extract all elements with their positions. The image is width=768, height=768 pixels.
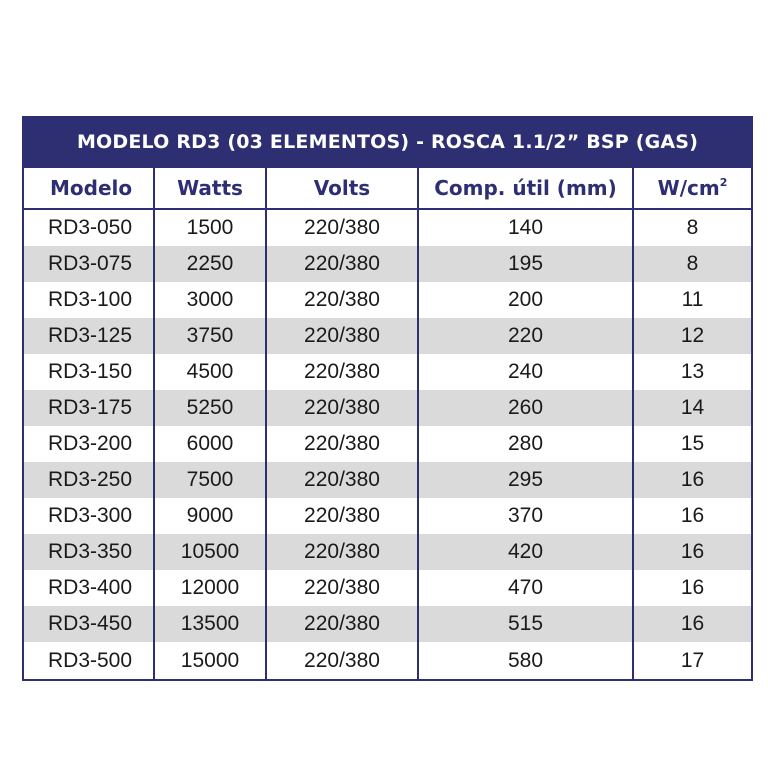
cell-watts: 10500	[154, 534, 266, 570]
cell-modelo: RD3-050	[23, 209, 154, 246]
cell-modelo: RD3-175	[23, 390, 154, 426]
header-w-cm2	[633, 167, 752, 209]
cell-volts: 220/380	[266, 462, 418, 498]
cell-wcm: 16	[633, 606, 752, 642]
cell-watts: 3750	[154, 318, 266, 354]
header-comp-util: Comp. útil (mm)	[418, 167, 633, 209]
cell-volts: 220/380	[266, 390, 418, 426]
table-row	[23, 642, 752, 680]
cell-volts: 220/380	[266, 606, 418, 642]
cell-modelo: RD3-450	[23, 606, 154, 642]
cell-modelo: RD3-400	[23, 570, 154, 606]
header-watts: Watts	[154, 167, 266, 209]
cell-comp: 260	[418, 390, 633, 426]
cell-volts: 220/380	[266, 426, 418, 462]
table-row	[23, 534, 752, 570]
cell-watts: 13500	[154, 606, 266, 642]
cell-comp: 420	[418, 534, 633, 570]
cell-watts: 5250	[154, 390, 266, 426]
cell-wcm: 14	[633, 390, 752, 426]
cell-wcm: 17	[633, 642, 752, 680]
cell-modelo: RD3-250	[23, 462, 154, 498]
header-row	[23, 167, 752, 209]
cell-modelo: RD3-125	[23, 318, 154, 354]
cell-volts: 220/380	[266, 354, 418, 390]
cell-watts: 15000	[154, 642, 266, 680]
table-row	[23, 606, 752, 642]
table-row	[23, 209, 752, 246]
header-volts: Volts	[266, 167, 418, 209]
cell-comp: 515	[418, 606, 633, 642]
cell-comp: 580	[418, 642, 633, 680]
cell-wcm: 15	[633, 426, 752, 462]
spec-table	[22, 116, 753, 681]
cell-watts: 12000	[154, 570, 266, 606]
cell-watts: 2250	[154, 246, 266, 282]
cell-comp: 280	[418, 426, 633, 462]
cell-wcm: 8	[633, 209, 752, 246]
header-modelo: Modelo	[23, 167, 154, 209]
table-row	[23, 426, 752, 462]
cell-wcm: 16	[633, 462, 752, 498]
table-body	[23, 209, 752, 680]
header-w-cm2-superscript: 2	[719, 176, 728, 189]
cell-volts: 220/380	[266, 570, 418, 606]
cell-wcm: 16	[633, 534, 752, 570]
cell-wcm: 16	[633, 570, 752, 606]
cell-modelo: RD3-100	[23, 282, 154, 318]
cell-comp: 195	[418, 246, 633, 282]
cell-modelo: RD3-350	[23, 534, 154, 570]
cell-volts: 220/380	[266, 534, 418, 570]
cell-volts: 220/380	[266, 498, 418, 534]
cell-comp: 140	[418, 209, 633, 246]
cell-comp: 470	[418, 570, 633, 606]
cell-volts: 220/380	[266, 209, 418, 246]
cell-modelo: RD3-300	[23, 498, 154, 534]
cell-watts: 7500	[154, 462, 266, 498]
table-row	[23, 462, 752, 498]
cell-watts: 1500	[154, 209, 266, 246]
cell-comp: 220	[418, 318, 633, 354]
cell-watts: 6000	[154, 426, 266, 462]
cell-volts: 220/380	[266, 246, 418, 282]
table-row	[23, 390, 752, 426]
cell-modelo: RD3-150	[23, 354, 154, 390]
cell-wcm: 11	[633, 282, 752, 318]
header-w-cm2-label: W/cm	[657, 176, 720, 200]
cell-wcm: 16	[633, 498, 752, 534]
cell-comp: 200	[418, 282, 633, 318]
cell-wcm: 8	[633, 246, 752, 282]
table-row	[23, 318, 752, 354]
cell-wcm: 12	[633, 318, 752, 354]
cell-watts: 9000	[154, 498, 266, 534]
cell-watts: 3000	[154, 282, 266, 318]
cell-volts: 220/380	[266, 642, 418, 680]
cell-comp: 295	[418, 462, 633, 498]
cell-modelo: RD3-075	[23, 246, 154, 282]
table-row	[23, 246, 752, 282]
cell-watts: 4500	[154, 354, 266, 390]
cell-volts: 220/380	[266, 318, 418, 354]
table-row	[23, 498, 752, 534]
cell-comp: 370	[418, 498, 633, 534]
table-row	[23, 282, 752, 318]
cell-volts: 220/380	[266, 282, 418, 318]
table-title: MODELO RD3 (03 ELEMENTOS) - ROSCA 1.1/2” BSP (GAS)	[23, 117, 752, 167]
cell-modelo: RD3-500	[23, 642, 154, 680]
table-row	[23, 354, 752, 390]
cell-wcm: 13	[633, 354, 752, 390]
table-row	[23, 570, 752, 606]
cell-comp: 240	[418, 354, 633, 390]
cell-modelo: RD3-200	[23, 426, 154, 462]
